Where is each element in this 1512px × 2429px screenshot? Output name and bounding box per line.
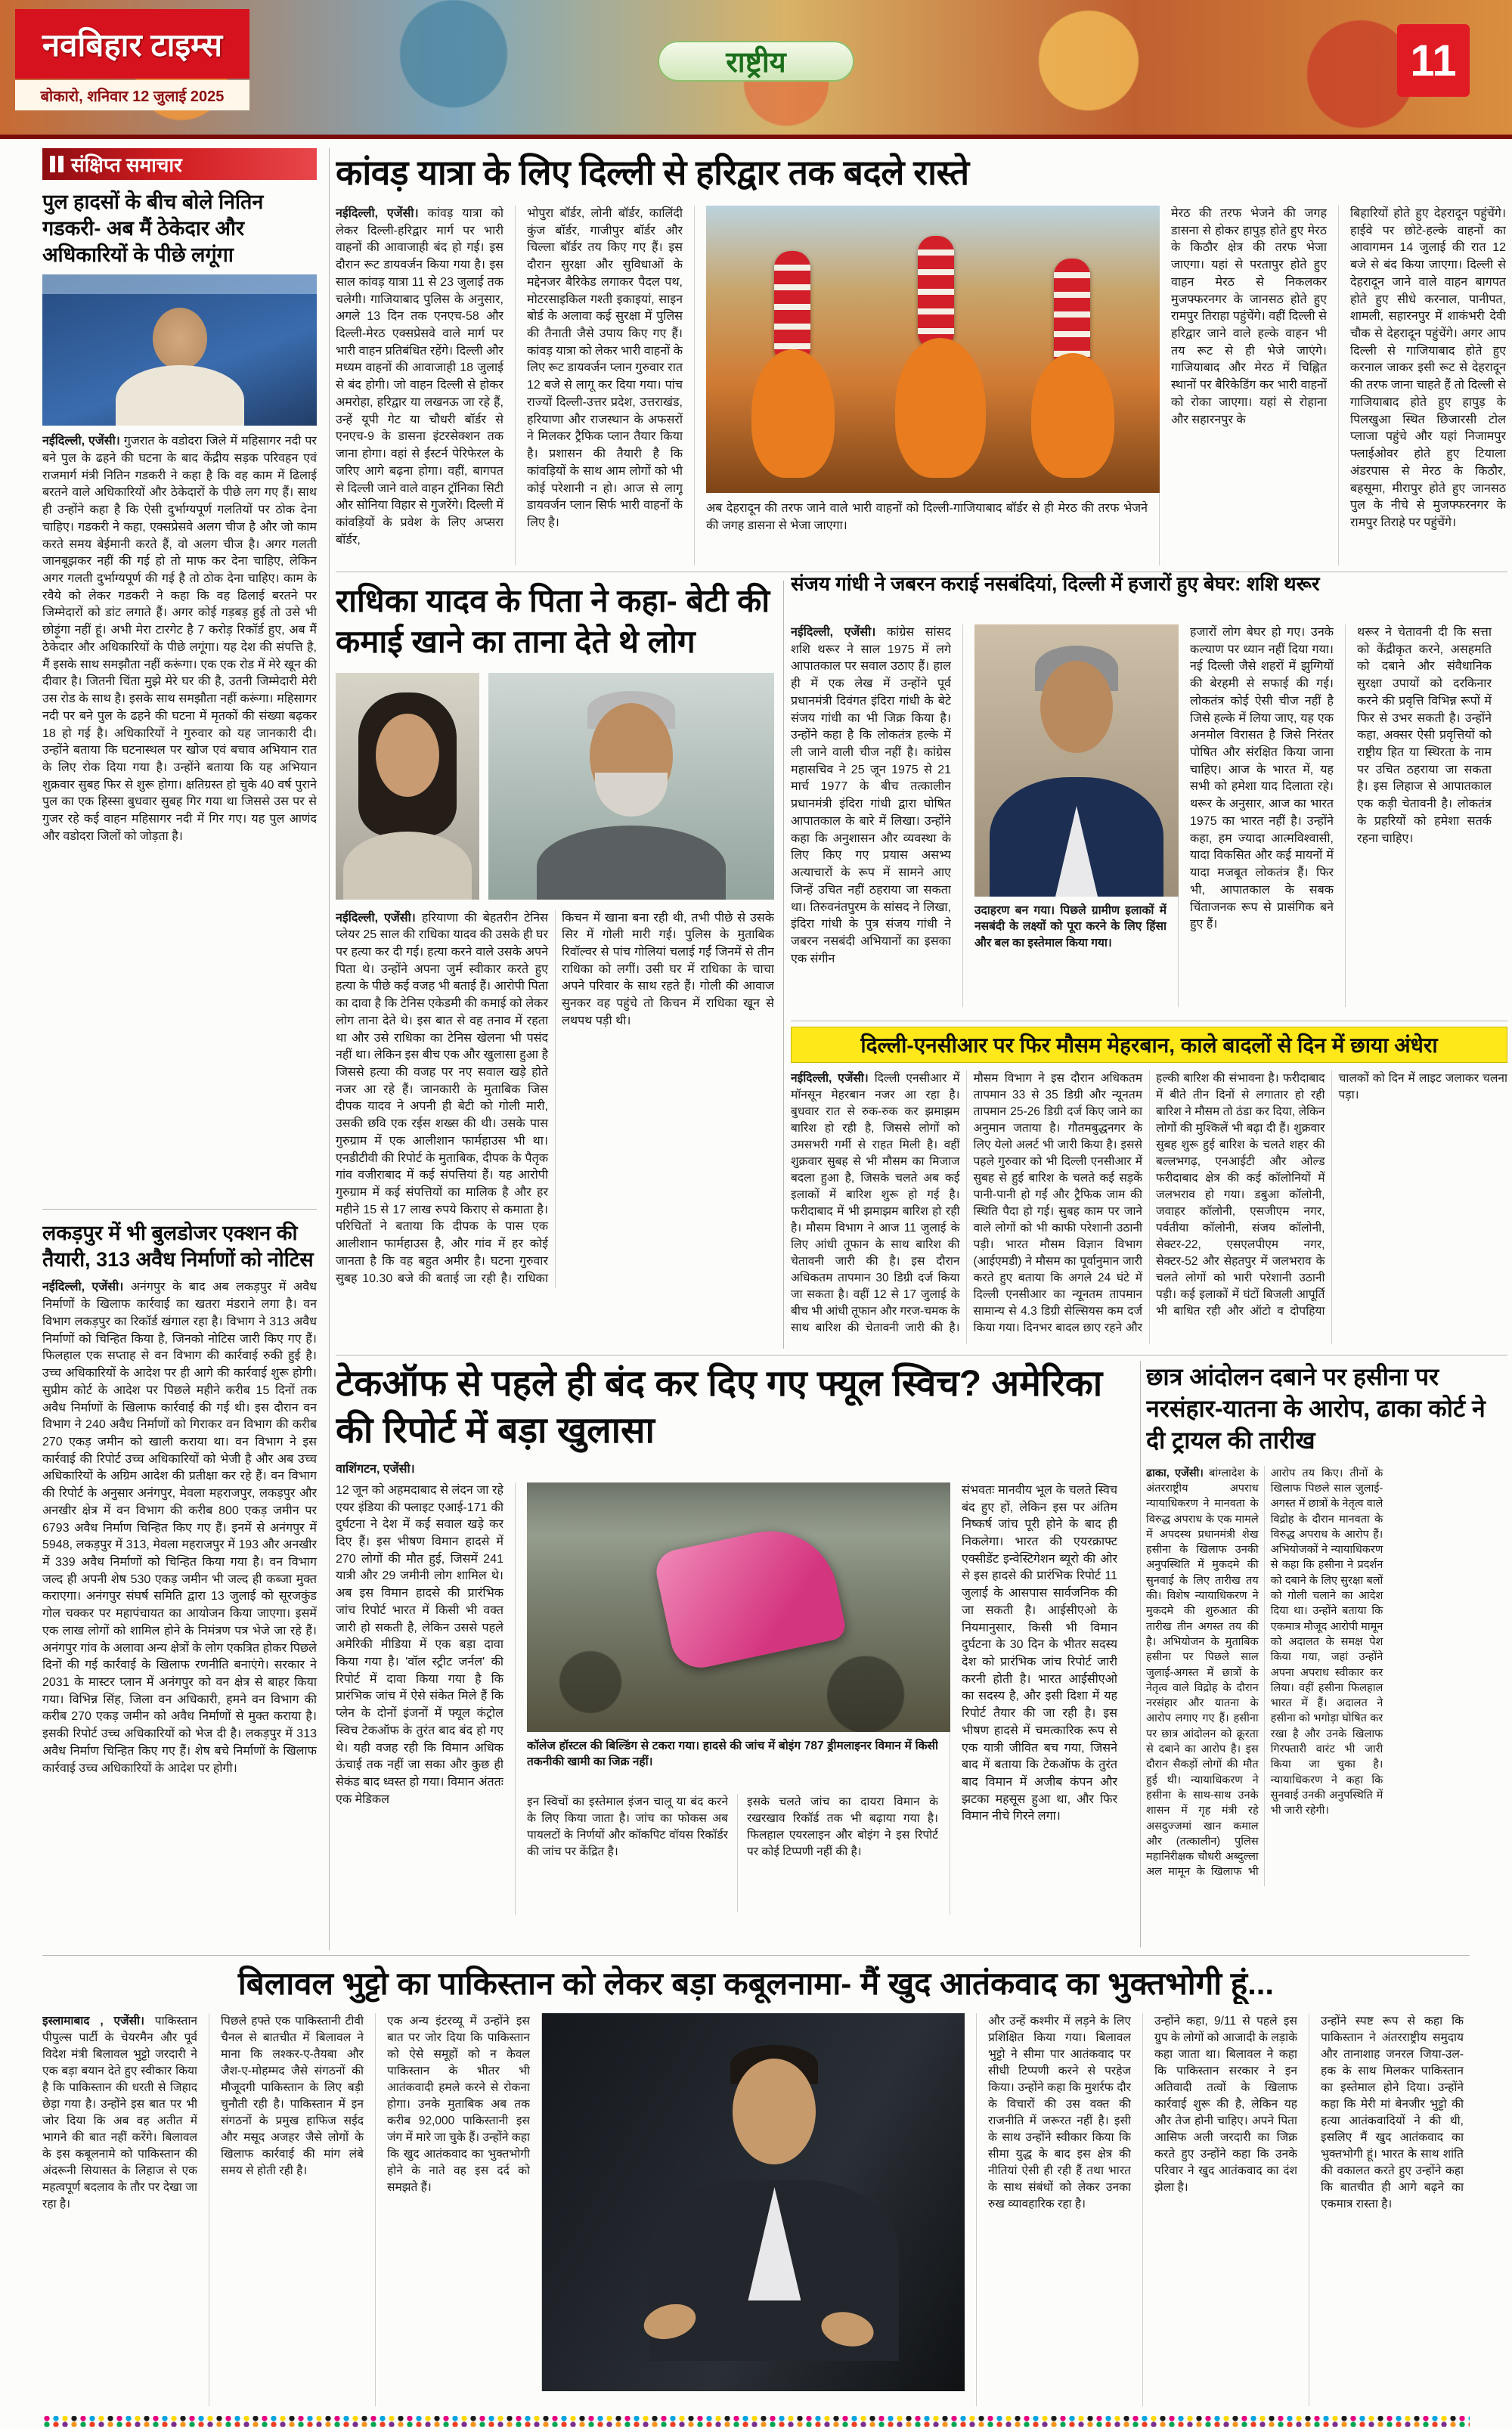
fuel-dateline: वाशिंगटन, एजेंसी। — [336, 1462, 415, 1476]
fuel-minicol-2: इसके चलते जांच का दायरा विमान के रखरखाव रिकॉर्ड तक भी बढ़ाया गया है। फिलहाल एयरलाइन और बोइंग ने इस रिपोर्ट पर कोई टिप्पणी नहीं की है। — [737, 1794, 938, 1912]
photo-shape — [895, 338, 986, 478]
fuel-col-right: संभवतः मानवीय भूल के चलते स्विच बंद हुए हों, लेकिन इस पर अंतिम निष्कर्ष जांच पूरी होने के बाद ही निकलेगा। भारत की एयरक्राफ्ट एक्सीडेंट इन्वेस्टिगेशन ब्यूरो की ओर से इस हादसे की प्रारंभिक रिपोर्ट 11 जुलाई के आसपास सार्वजनिक की जा सकती है। आईसीएओ के नियमानुसार, किसी भी विमान दुर्घटना के 30 दिन के भीतर सदस्य देश को प्रारंभिक जांच रिपोर्ट जारी करनी होती है। भारत आईसीएओ का सदस्य है, और इसी दिशा में यह रिपोर्ट तैयार की जा रही है। इस भीषण हादसे में चमत्कारिक रूप से एक यात्री जीवित बच गया, जिसने बाद में बताया कि टेकऑफ के तुरंत बाद विमान में अजीब कंपन और झटका महसूस हुआ था, और फिर विमान नीचे गिरने लगा। — [950, 1482, 1117, 1915]
crash-caption: कॉलेज हॉस्टल की बिल्डिंग से टकरा गया। हादसे की जांच में बोइंग 787 ड्रीमलाइनर विमान में किसी तकनीकी खामी का जिक्र नहीं। — [527, 1739, 938, 1769]
tharoor-col-3: थरूर ने चेतावनी दी कि सत्ता को केंद्रीकृत करने, असहमति को दबाने और संवैधानिक सुरक्षा उपायों को दरकिनार करने की प्रवृत्ति विभिन्न रूपों में फिर से उभर सकती है। उन्होंने कहा, अक्सर ऐसी प्रवृत्तियों को राष्ट्रीय हित या स्थिरता के नाम पर उचित ठहराया जा सकता है। इस लिहाज से आपातकाल एक कड़ी चेतावनी है। लोकतंत्र के प्रहरियों को हमेशा सतर्क रहना चाहिए। — [1345, 624, 1492, 1007]
masthead-dateline: बोकारो, शनिवार 12 जुलाई 2025 — [15, 80, 249, 110]
radhika-portrait-photo — [336, 673, 479, 900]
lead-photo-block — [694, 206, 1148, 565]
tharoor-headline: संजय गांधी ने जबरन कराई नसबंदियां, दिल्ली में हजारों हुए बेघर: शशि थरूर — [791, 572, 1320, 595]
radhika-dateline: नईदिल्ली, एजेंसी। — [336, 911, 416, 925]
section-pill — [658, 41, 854, 82]
section-label: राष्ट्रीय — [726, 47, 786, 79]
lead-col-4: बिहारियों होते हुए देहरादून पहुंचेंगे। हाईवे पर छोटे-हल्के वाहनों का आवागमन 14 जुलाई की रात 12 बजे से बंद किया जाएगा। दिल्ली से देहरादून जाने वाले वाहन बागपत होते हुए सीधे करनाल, पानीपत, शामली, सहारनपुर में शाकंभरी देवी चौक से देहरादून पहुंचेंगे। अगर आप दिल्ली से गाजियाबाद होते हुए करनाल जाकर इसी रूट से देहरादून की तरफ जाना चाहते हैं तो दिल्ली से गाजियाबाद होते हुए हापुड़ के पिलखुआ स्थित छिजारसी टोल प्लाजा पहुंचे और यहां निजामपुर फ्लाईओवर होते हुए टियाला अंडरपास से मेरठ के किठौर, बहसूमा, मीरापुर होते हुए जानसठ पुल के नीचे से मुजफ्फरनगर के रामपुर तिराहे पर पहुंचेंगे। — [1338, 206, 1506, 565]
bilawal-col-1: इस्लामाबाद , एजेंसी। पाकिस्तान पीपुल्स पार्टी के चेयरमैन और पूर्व विदेश मंत्री बिलावल भुट्टो जरदारी ने एक बड़ा बयान देते हुए स्वीकार किया है कि पाकिस्तान की धरती से जिहाद छेड़ा गया है। उन्होंने इस बात पर भी जोर दिया कि अब वह अतीत में भागने की बात नहीं करेंगे। बिलावल के इस कबूलनामे को पाकिस्तान की अंदरूनी सियासत के लिहाज से एक महत्वपूर्ण बदलाव के तौर पर देखा जा रहा है। — [42, 2015, 197, 2211]
person-torso-shape — [116, 365, 244, 426]
briefs-column — [42, 148, 330, 1950]
radhika-photos — [336, 673, 774, 900]
masthead-rule — [0, 135, 1512, 139]
radhika-story — [336, 581, 774, 1349]
lead-below-photo-text: अब देहरादून की तरफ जाने वाले भारी वाहनों को दिल्ली-गाजियाबाद बॉर्डर से ही मेरठ की तरफ भेजने की जगह डासना से भेजा जाएगा। — [706, 502, 1148, 532]
photo-shape — [595, 773, 668, 816]
tharoor-body — [791, 624, 1507, 1007]
bilawal-photo — [541, 2013, 965, 2391]
hasina-headline: छात्र आंदोलन दबाने पर हसीना पर नरसंहार-यातना के आरोप, ढाका कोर्ट ने दी ट्रायल की तारीख — [1146, 1363, 1486, 1455]
person-torso-shape — [537, 826, 726, 900]
person-head-shape — [733, 2059, 816, 2164]
crash-site-photo — [527, 1482, 950, 1732]
fuel-col-1: 12 जून को अहमदाबाद से लंदन जा रहे एयर इंडिया की फ्लाइट एआई-171 की दुर्घटना ने देश में कई सवाल खड़े कर दिए हैं। इस भीषण विमान हादसे में 270 लोगों की मौत हुई, जिसमें 241 यात्री और 29 जमीनी लोग शामिल थे। अब इस विमान हादसे की प्रारंभिक जांच रिपोर्ट भारत में किसी भी वक्त जारी हो सकती है, लेकिन उससे पहले अमेरिकी मीडिया में एक बड़ा दावा किया गया है। 'वॉल स्ट्रीट जर्नल' की रिपोर्ट में दावा किया गया है कि प्रारंभिक जांच में ऐसे संकेत मिले हैं कि प्लेन के दोनों इंजनों में फ्यूल कंट्रोल स्विच टेकऑफ के तुरंत बाद बंद हो गए थे। यही वजह रही कि विमान अधिक ऊंचाई तक नहीं जा सका और कुछ ही सेकंड बाद ध्वस्त हो गया। विमान अंततः एक मेडिकल — [336, 1483, 503, 1806]
lead-headline: कांवड़ यात्रा के लिए दिल्ली से हरिद्वार तक बदले रास्ते — [336, 153, 969, 192]
tharoor-photo-block — [962, 624, 1167, 1007]
lead-col-2: भोपुरा बॉर्डर, लोनी बॉर्डर, कालिंदी कुंज बॉर्डर, गाजीपुर बॉर्डर और चिल्ला बॉर्डर तय किए गए हैं। इस दौरान सुरक्षा और सुविधाओं के मद्देनजर बैरिकेड लगाकर पैदल पथ, मोटरसाइकिल गश्ती इकाइयां, साइन बोर्ड के अलावा कई सुरक्षा में पुलिस की तैनाती जैसे उपाय किए गए हैं। कांवड़ यात्रा को लेकर भारी वाहनों के लिए रूट डायवर्जन प्लान गुरुवार रात 12 बजे से लागू कर दिया गया। पांच राज्यों दिल्ली-उत्तर प्रदेश, उत्तराखंड, हरियाणा और राजस्थान के अफसरों ने मिलकर ट्रैफिक प्लान तैयार किया है। प्रशासन की तैयारी है कि कांवड़ियों के साथ आम लोगों को भी कोई परेशानी न हो। आज से लागू डायवर्जन प्लान सिर्फ भारी वाहनों के लिए है। — [515, 206, 683, 565]
brief1-dateline: नईदिल्ली, एजेंसी। — [42, 435, 120, 448]
tharoor-dateline: नईदिल्ली, एजेंसी। — [791, 626, 876, 639]
hasina-story — [1146, 1361, 1507, 1947]
photo-shape — [751, 349, 835, 478]
photo-shape — [42, 274, 317, 294]
brief2-body: नईदिल्ली, एजेंसी। अनंगपुर के बाद अब लकड़पुर में अवैध निर्माणों के खिलाफ कार्रवाई का खतरा मंडराने लगा है। वन विभाग लकड़पुर का रिकॉर्ड खंगाल रहा है। विभाग ने 313 अवैध निर्माणों को चिन्हित किया है, जिनको नोटिस जारी किए गए हैं। फिलहाल एक सप्ताह से वन विभाग की कार्रवाई रुकी हुई है। उच्च अधिकारियों के आदेश पर ही आगे की कार्रवाई शुरू होगी। सुप्रीम कोर्ट के आदेश पर पिछले महीने करीब 15 दिनों तक अवैध निर्माणों के खिलाफ कार्रवाई की गई थी। इस दौरान वन विभाग ने 240 अवैध निर्माणों को गिराकर वन विभाग की करीब 270 एकड़ जमीन को खाली कराया था। वन विभाग ने इस कार्रवाई की रिपोर्ट उच्च अधिकारियों को भेजी है और अब उच्च अधिकारियों के अग्रिम आदेश की प्रतीक्षा कर रहे हैं। वन विभाग की रिपोर्ट के अनुसार अनंगपुर, मेवला महराजपुर, लकड़पुर और अनखीर क्षेत्र में वन विभाग की करीब 800 एकड़ जमीन पर 6793 अवैध निर्माण चिन्हित किए गए हैं। इनमें से अनंगपुर में 5948, लकड़पुर में 313, मेवला महराजपुर में 193 और अनखीर में 339 अवैध निर्माणों को चिन्हित किया गया है। वन विभाग जल्द ही अपनी शेष 530 एकड़ जमीन भी जल्द ही कब्जा मुक्त कराएगा। अनंगपुर संघर्ष समिति द्वारा 13 जुलाई को सूरजकुंड गोल चक्कर पर महापंचायत का आयोजन किया जाएगा। इसमें एक लाख लोगों को शामिल होने के निमंत्रण पत्र भेजे जा रहे हैं। अनंगपुर गांव के अलावा अन्य क्षेत्रों के लोग एकत्रित होकर पिछले दिनों की गई कार्रवाई के खिलाफ रणनीति बनाएंगे। सरकार ने 2031 के मास्टर प्लान में अनंगपुर को वन क्षेत्र से बाहर किया गया। विभिन्न सिंह, जिला वन अधिकारी, हमने वन विभाग की करीब 270 एकड़ जमीन को अवैध निर्माणों से मुक्त कराया है। इसकी रिपोर्ट उच्च अधिकारियों को भेज दी है। लकड़पुर में 313 अवैध निर्माण चिन्हित किए गए हैं। शेष बचे निर्माणों के खिलाफ कार्रवाई उच्च अधिकारियों के आदेश पर होगी। — [42, 1281, 317, 1775]
photo-shape — [527, 1482, 950, 1535]
tharoor-story — [791, 572, 1507, 1016]
bilawal-dateline: इस्लामाबाद , एजेंसी। — [42, 2015, 144, 2028]
brief1-body: नईदिल्ली, एजेंसी। गुजरात के वडोदरा जिले में महिसागर नदी पर बने पुल के ढहने की घटना के बाद केंद्रीय सड़क परिवहन एवं राजमार्ग मंत्री नितिन गडकरी ने कहा है कि वह काम में ढिलाई बरतने वाले अधिकारियों और ठेकेदारों के पीछे लग गए हैं। साथ ही उन्होंने कहा है कि ऐसी दुर्भाग्यपूर्ण गलतियों पर ठोक देना चाहिए। गडकरी ने कहा, एक्सप्रेसवे अलग चीज है और जो काम करते समय बेईमानी करते हैं, वो अलग चीज है। अगर गलती जानबूझकर नहीं की गई हो तो माफ कर देना चाहिए, लेकिन अगर गलती दुर्भाग्यपूर्ण की गई है तो ठोक देना चाहिए। काम के रवैये को लेकर गडकरी ने कहा कि वह ढिलाई बरतने पर जिम्मेदारों को डांट लगाते हैं। अगर कोई गड़बड़ हुई तो उसे भी छोड़ूंगा नहीं हूं। अभी मेरा टारगेट है 7 करोड़ रिकॉर्ड हुए, अब मैं ठेकेदार और अधिकारियों के पीछे लगूंगा। यह देश की संपत्ति है, मैं इसके साथ समझौता नहीं करूंगा। एक एक रोड में मेरे खून की दीवार है। जितनी चिंता मुझे मेरे घर की है, उतनी जिम्मेदारी मेरी उस रोड के साथ है। इसके साथ समझौता नहीं करूंगा। महिसागर नदी पर बने पुल के ढहने की घटना में मृतकों की संख्या बढ़कर 18 हो गई है। अधिकारियों ने गुरुवार को यह जानकारी दी। उन्होंने बताया कि घटनास्थल पर खोज एवं बचाव अभियान रात के लिए रोक दिया गया है। उन्होंने बताया कि यह अभियान शुक्रवार सुबह फिर से शुरू होगा। क्षतिग्रस्त हो चुके 40 वर्ष पुराने पुल का एक हिस्सा बुधवार सुबह गिर गया था जिससे उस पर से गुजर रहे कई वाहन महिसागर नदी में गिर गए। यह पुल आणंद और वडोदरा जिलों को जोड़ता है। — [42, 435, 317, 843]
lead-body — [336, 206, 1507, 565]
divider — [42, 1209, 317, 1210]
fuel-minicols — [527, 1794, 938, 1912]
tharoor-col-2: हजारों लोग बेघर हो गए। उनके कल्याण पर ध्यान नहीं दिया गया। नई दिल्ली जैसे शहरों में झुग्गियों की बेरहमी से सफाई की गई। लोकतंत्र कोई ऐसी चीज नहीं है जिसे हल्के में लिया जाए, यह एक अनमोल विरासत है जिसे निरंतर पोषित और संरक्षित किया जाना चाहिए। आज के भारत में, यह सभी को हमेशा याद दिलाता रहे। थरूर के अनुसार, आज का भारत 1975 का भारत नहीं है। उन्होंने कहा, हम ज्यादा आत्मविश्वासी, यादा विकसित और कई मायनों में यादा मजबूत लोकतंत्र हैं। फिर भी, आपातकाल के सबक चिंताजनक रूप से प्रासंगिक बने हुए हैं। — [1178, 624, 1334, 1007]
tharoor-caption: उदाहरण बन गया। पिछले ग्रामीण इलाकों में नसबंदी के लक्ष्यों को पूरा करने के लिए हिंसा और बल का इस्तेमाल किया गया। — [974, 904, 1167, 950]
weather-dateline: नईदिल्ली, एजेंसी। — [791, 1072, 869, 1085]
color-registration-strip — [42, 2416, 1470, 2427]
tharoor-col-1: नईदिल्ली, एजेंसी। कांग्रेस सांसद शशि थरूर ने साल 1975 में लगे आपातकाल पर सवाल उठाए हैं। हाल ही में एक लेख में उन्होंने पूर्व प्रधानमंत्री दिवंगत इंदिरा गांधी के बेटे संजय गांधी का भी जिक्र किया है। उन्होंने कहा है कि लोकतंत्र हल्के में ली जाने वाली चीज नहीं है। कांग्रेस महासचिव ने 25 जून 1975 से 21 मार्च 1977 के बीच तत्कालीन प्रधानमंत्री इंदिरा गांधी द्वारा घोषित आपातकाल के बारे में लिखा। उन्होंने कहा कि अनुशासन और व्यवस्था के लिए किए गए प्रयास असभ्य अत्याचारों के रूप में सामने आए जिन्हें उचित नहीं ठहराया जा सकता था। तिरुवनंतपुरम के सांसद ने लिखा, इंदिरा गांधी के पुत्र संजय गांधी ने जबरन नसबंदी अभियानों का इसका एक संगीन — [791, 626, 951, 965]
person-head-shape — [1040, 661, 1113, 753]
fuel-switch-story — [336, 1361, 1134, 1950]
briefs-header — [42, 148, 317, 180]
masthead-box — [15, 9, 249, 79]
radhika-headline: राधिका यादव के पिता ने कहा- बेटी की कमाई खाने का ताना देते थे लोग — [336, 583, 770, 659]
lead-col-3: मेरठ की तरफ भेजने की जगह डासना से होकर हापुड़ होते हुए मेरठ के किठौर क्षेत्र की तरफ भेजा जाएगा। यहां से परतापुर होते हुए वाहन मेरठ से निकलकर मुजफ्फरनगर के जानसठ होते हुए रामपुर तिराहा पहुंचेंगे। वहीं दिल्ली से हरिद्वार जाने वाले हल्के वाहन भी तय रूट से ही भेजे जाएंगे। गाजियाबाद और मेरठ में चिह्नित स्थानों पर बैरिकेडिंग कर भारी वाहनों को रोका जाएगा। यहां से रोहाना और सहारनपुर के — [1159, 206, 1327, 565]
bilawal-col-6: उन्होंने स्पष्ट रूप से कहा कि पाकिस्तान ने अंतरराष्ट्रीय समुदाय और तानाशाह जनरल जिया-उल-हक के साथ मिलकर पाकिस्तान का इस्तेमाल होने दिया। उन्होंने कहा कि मेरी मां बेनजीर भुट्टो की हत्या आतंकवादियों ने की थी, इसलिए मैं खुद आतंकवाद का भुक्तभोगी हूं। भारत के साथ शांति की वकालत करते हुए उन्होंने कहा कि बातचीत ही आगे बढ़ने का एकमात्र रास्ता है। — [1309, 2013, 1464, 2406]
tharoor-photo — [974, 624, 1179, 897]
radhika-body: नईदिल्ली, एजेंसी। हरियाणा की बेहतरीन टेनिस प्लेयर 25 साल की राधिका यादव की उसके ही घर पर हत्या कर दी गई। हत्या करने वाले उसके अपने पिता थे। उन्होंने अपना जुर्म स्वीकार करते हुए हत्या के पीछे कई वजह भी बताई हैं। आरोपी पिता का दावा है कि टेनिस एकेडमी की कमाई को लेकर लोग ताना देते थे। इस बात से वह तनाव में रहता था और उसे राधिका का टेनिस खेलना भी पसंद नहीं था। लेकिन इस बीच एक और खुलासा हुआ है जिससे हत्या की वजह पर नए सवाल खड़े होते नजर आ रहे हैं। जानकारी के मुताबिक जिस दीपक यादव ने अपनी ही बेटी को गोली मारी, उसकी छवि एक रईस शख्स की थी। उसके पास गुरुग्राम में एक आलीशान फार्महाउस भी था। एनडीटीवी की रिपोर्ट के मुताबिक, दीपक के पैतृक गांव वजीराबाद में कई संपत्तियां हैं। यह आरोपी गुरुग्राम में कई संपत्तियों का मालिक है और हर महीने 15 से 17 लाख रुपये किराए से कमाता है। परिचितों ने बताया कि दीपक के पास एक आलीशान फार्महाउस है, और गांव में हर कोई जानता है कि वह बहुत अमीर है। घटना गुरुवार सुबह 10.30 बजे की बताई जा रही है। राधिका किचन में खाना बना रही थी, तभी पीछे से उसके सिर में गोली मारी गई। पुलिस के मुताबिक रिवॉल्वर से पांच गोलियां चलाई गईं जिनमें से तीन राधिका को लगीं। उसी घर में राधिका के चाचा अपने परिवार के साथ रहते हैं। गोली की आवाज सुनकर वह पहुंचे तो किचन में राधिका खून से लथपथ पड़ी थी। — [336, 911, 774, 1285]
person-head-shape — [376, 714, 439, 797]
brief2-headline: लकड़पुर में भी बुलडोजर एक्शन की तैयारी, 313 अवैध निर्माणों को नोटिस — [42, 1222, 314, 1272]
bilawal-story — [42, 1961, 1470, 2412]
hasina-dateline: ढाका, एजेंसी। — [1146, 1467, 1204, 1479]
photo-shape — [1031, 353, 1114, 478]
lead-dateline: नईदिल्ली, एजेंसी। — [336, 207, 419, 220]
bilawal-headline: बिलावल भुट्टो का पाकिस्तान को लेकर बड़ा कबूलनामा- मैं खुद आतंकवाद का भुक्तभोगी हूं... — [237, 1966, 1275, 2001]
lead-col-1: नईदिल्ली, एजेंसी। कांवड़ यात्रा को लेकर दिल्ली-हरिद्वार मार्ग पर भारी वाहनों की आवाजाही बंद हो गई। इस दौरान रूट डायवर्जन किया गया है। इस साल कांवड़ यात्रा 11 से 23 जुलाई तक चलेगी। गाजियाबाद पुलिस के अनुसार, अगले 13 दिन तक एनएच-58 और दिल्ली-मेरठ एक्सप्रेसवे वाले मार्ग पर भारी वाहन प्रतिबंधित रहेंगे। दिल्ली और मध्यम वाहनों की आवाजाही 18 जुलाई से बंद होगी। जो वाहन दिल्ली से होकर अमरोहा, हरिद्वार या लखनऊ जा रहे हैं, उन्हें यूपी गेट या चौधरी बॉर्डर से एनएच-9 के डासना इंटरसेक्शन तक जाना होगा। वहां से ईस्टर्न पेरिफेरल के जरिए आगे बढ़ना होगा। वहीं, बागपत से दिल्ली जाने वाले वाहन ट्रॉनिका सिटी और सोनिया विहार से गुजरेंगे। दिल्ली में कांवड़ियों के प्रवेश के लिए अप्सरा बॉर्डर, — [336, 207, 503, 547]
weather-body: नईदिल्ली, एजेंसी। दिल्ली एनसीआर में मॉनसून मेहरबान नजर आ रहा है। बुधवार रात से रुक-रुक कर झमाझम बारिश हो रही है, जिससे लोगों को उमसभरी गर्मी से राहत मिली है। वहीं शुक्रवार सुबह से भी मौसम का मिजाज बदला हुआ है, जिसके चलते अब कई इलाकों में बारिश शुरू हो गई है। फरीदाबाद में भी झमाझम बारिश हो रही है। मौसम विभाग ने आज 11 जुलाई के लिए आंधी तूफान के साथ बारिश की चेतावनी जारी की है। इस दौरान अधिकतम तापमान 30 डिग्री दर्ज किया जा सकता है। वहीं 12 से 17 जुलाई के बीच भी आंधी तूफान और गरज-चमक के साथ बारिश की चेतावनी जारी की है। मौसम विभाग ने इस दौरान अधिकतम तापमान 33 से 35 डिग्री और न्यूनतम तापमान 25-26 डिग्री दर्ज किए जाने का अनुमान जताया है। गौतमबुद्धनगर के लिए येलो अलर्ट भी जारी किया है। इससे पहले गुरुवार को भी दिल्ली एनसीआर में सुबह से हुई बारिश के चलते कई सड़कें पानी-पानी हो गईं और ट्रैफिक जाम की स्थिति पैदा हो गई। सुबह काम पर जाने वाले लोगों को भी काफी परेशानी उठानी पड़ी। भारत मौसम विज्ञान विभाग (आईएमडी) ने मौसम का पूर्वानुमान जारी करते हुए बताया कि अगले 24 घंटे में दिल्ली एनसीआर का न्यूनतम तापमान सामान्य से 4.3 डिग्री सेल्सियस कम दर्ज किया गया। दिनभर बादल छाए रहने और हल्की बारिश की संभावना है। फरीदाबाद में बीते तीन दिनों से लगातार हो रही बारिश ने मौसम तो ठंडा कर दिया, लेकिन लोगों की मुश्किलें भी बढ़ा दी हैं। शुक्रवार सुबह शुरू हुई बारिश के चलते शहर की बल्लभगढ़, एनआईटी और ओल्ड फरीदाबाद क्षेत्र की कई कॉलोनियों में जलभराव हो गया। डबुआ कॉलोनी, जवाहर कॉलोनी, एसजीएम नगर, पर्वतीया कॉलोनी, संजय कॉलोनी, सेक्टर-22, एसएलपीएम नगर, सेक्टर-52 और सेहतपुर में जलभराव के चलते लोगों को भारी परेशानी उठानी पड़ी। कई इलाकों में घंटों बिजली आपूर्ति भी बाधित रही और ऑटो व दोपहिया चालकों को दिन में लाइट जलाकर चलना पड़ा। — [791, 1072, 1507, 1334]
lead-story — [336, 148, 1507, 569]
divider — [42, 1955, 1470, 1956]
section-bars-icon — [50, 156, 64, 172]
father-portrait-photo — [488, 673, 774, 900]
fuel-body — [336, 1482, 1134, 1915]
bilawal-body — [42, 2013, 1470, 2406]
bilawal-col-4: और उन्हें कश्मीर में लड़ने के लिए प्रशिक्षित किया गया। बिलावल भुट्टो ने सीमा पार आतंकवाद पर सीधी टिप्पणी करने से परहेज किया। उन्होंने कहा कि मुशर्रफ दौर के विचारों की उस वक्त की राजनीति में जरूरत नहीं है। इसी के साथ उन्होंने स्वीकार किया कि सीमा युद्ध के बाद इस क्षेत्र की नीतियां ऐसी ही रही हैं तथा भारत के साथ संबंधों को लेकर उनका रुख व्यावहारिक रहा है। — [976, 2013, 1131, 2406]
fuel-minicol-1: इन स्विचों का इस्तेमाल इंजन चालू या बंद करने के लिए किया जाता है। जांच का फोकस अब पायलटों के निर्णयों और कॉकपिट वॉयस रिकॉर्डर की जांच पर केंद्रित है। — [527, 1795, 728, 1858]
top-banner-collage — [0, 0, 1512, 135]
gadkari-photo — [42, 274, 317, 426]
page-number-box — [1397, 24, 1470, 97]
kanwar-pilgrims-photo — [706, 206, 1160, 493]
divider — [783, 581, 784, 1349]
page-number: 11 — [1410, 36, 1457, 85]
hasina-body: ढाका, एजेंसी। बांग्लादेश के अंतरराष्ट्रीय अपराध न्यायाधिकरण ने मानवता के विरुद्ध अपराध के एक मामले में अपदस्थ प्रधानमंत्री शेख हसीना के खिलाफ उनकी अनुपस्थिति में मुकदमे की सुनवाई के लिए तारीख तय की। विशेष न्यायाधिकरण ने मुकदमे की शुरुआत की तारीख तीन अगस्त तय की है। अभियोजन के मुताबिक हसीना पर पिछले साल जुलाई-अगस्त में छात्रों के नेतृत्व वाले विद्रोह के दौरान नरसंहार और यातना के आरोप लगाए गए हैं। हसीना पर छात्र आंदोलन को क्रूरता से दबाने का आरोप है। इस दौरान सैकड़ों लोगों की मौत हुई थी। न्यायाधिकरण ने हसीना के साथ-साथ उनके शासन में गृह मंत्री रहे असदुज्जमां खान कमाल और (तत्कालीन) पुलिस महानिरीक्षक चौधरी अब्दुल्ला अल मामून के खिलाफ भी आरोप तय किए। तीनों के खिलाफ पिछले साल जुलाई-अगस्त में छात्रों के नेतृत्व वाले विद्रोह के दौरान मानवता के विरुद्ध अपराध के आरोप हैं। अभियोजकों ने न्यायाधिकरण से कहा कि हसीना ने प्रदर्शन को दबाने के लिए सुरक्षा बलों को गोली चलाने का आदेश दिया था। उन्होंने बताया कि एकमात्र मौजूद आरोपी मामून को अदालत के समक्ष पेश किया गया, जहां उन्होंने अपना अपराध स्वीकार कर लिया। वहीं हसीना फिलहाल भारत में हैं। अदालत ने हसीना को भगोड़ा घोषित कर रखा है और उनके खिलाफ गिरफ्तारी वारंट भी जारी किया जा चुका है। न्यायाधिकरण ने कहा कि सुनवाई उनकी अनुपस्थिति में भी जारी रहेगी। — [1146, 1467, 1383, 1879]
fuel-headline: टेकऑफ से पहले ही बंद कर दिए गए फ्यूल स्विच? अमेरिका की रिपोर्ट में बड़ा खुलासा — [336, 1364, 1103, 1452]
divider — [1140, 1361, 1141, 1947]
brief1-headline: पुल हादसों के बीच बोले नितिन गडकरी- अब मैं ठेकेदार और अधिकारियों के पीछे लगूंगा — [42, 191, 264, 267]
fuel-photo-block — [515, 1482, 938, 1915]
brief2-dateline: नईदिल्ली, एजेंसी। — [42, 1281, 124, 1294]
aircraft-tail-shape — [652, 1519, 847, 1673]
paper-name: नवबिहार टाइम्स — [42, 26, 223, 63]
photo-shape — [918, 236, 954, 349]
briefs-title: संक्षिप्त समाचार — [71, 153, 182, 176]
bilawal-col-5: उन्होंने कहा, 9/11 से पहले इस ग्रुप के लोगों को आजादी के लड़ाके कहा जाता था। बिलावल ने कहा कि पाकिस्तान सरकार ने इन अतिवादी तत्वों के खिलाफ कार्रवाई शुरू की है, लेकिन यह और तेज होनी चाहिए। अपने पिता आसिफ अली जरदारी का जिक्र करते हुए उन्होंने कहा कि उनके परिवार ने खुद आतंकवाद का दंश झेला है। — [1142, 2013, 1297, 2406]
bilawal-col-3: एक अन्य इंटरव्यू में उन्होंने इस बात पर जोर दिया कि पाकिस्तान को ऐसे समूहों को न केवल पाकिस्तान के भीतर भी आतंकवादी हमले करने से रोकना होगा। उनके मुताबिक अब तक करीब 92,000 पाकिस्तानी इस जंग में मारे जा चुके हैं। उन्होंने कहा कि खुद आतंकवाद का भुक्तभोगी होने के नाते वह इस दर्द को समझते हैं। — [375, 2013, 530, 2406]
weather-headline: दिल्ली-एनसीआर पर फिर मौसम मेहरबान, काले बादलों से दिन में छाया अंधेरा — [860, 1033, 1438, 1057]
person-torso-shape — [343, 832, 472, 900]
person-head-shape — [153, 308, 207, 370]
photo-shape — [774, 251, 810, 364]
weather-story — [791, 1027, 1507, 1350]
weather-headline-box — [791, 1027, 1507, 1063]
bilawal-col-2: पिछले हफ्ते एक पाकिस्तानी टीवी चैनल से बातचीत में बिलावल ने माना कि लश्कर-ए-तैयबा और जैश-ए-मोहम्मद जैसे संगठनों की मौजूदगी पाकिस्तान के लिए बड़ी चुनौती रही है। पाकिस्तान में इन संगठनों के प्रमुख हाफिज सईद और मसूद अजहर जैसे लोगों के खिलाफ कार्रवाई की मांग लंबे समय से होती रही है। — [209, 2013, 364, 2406]
